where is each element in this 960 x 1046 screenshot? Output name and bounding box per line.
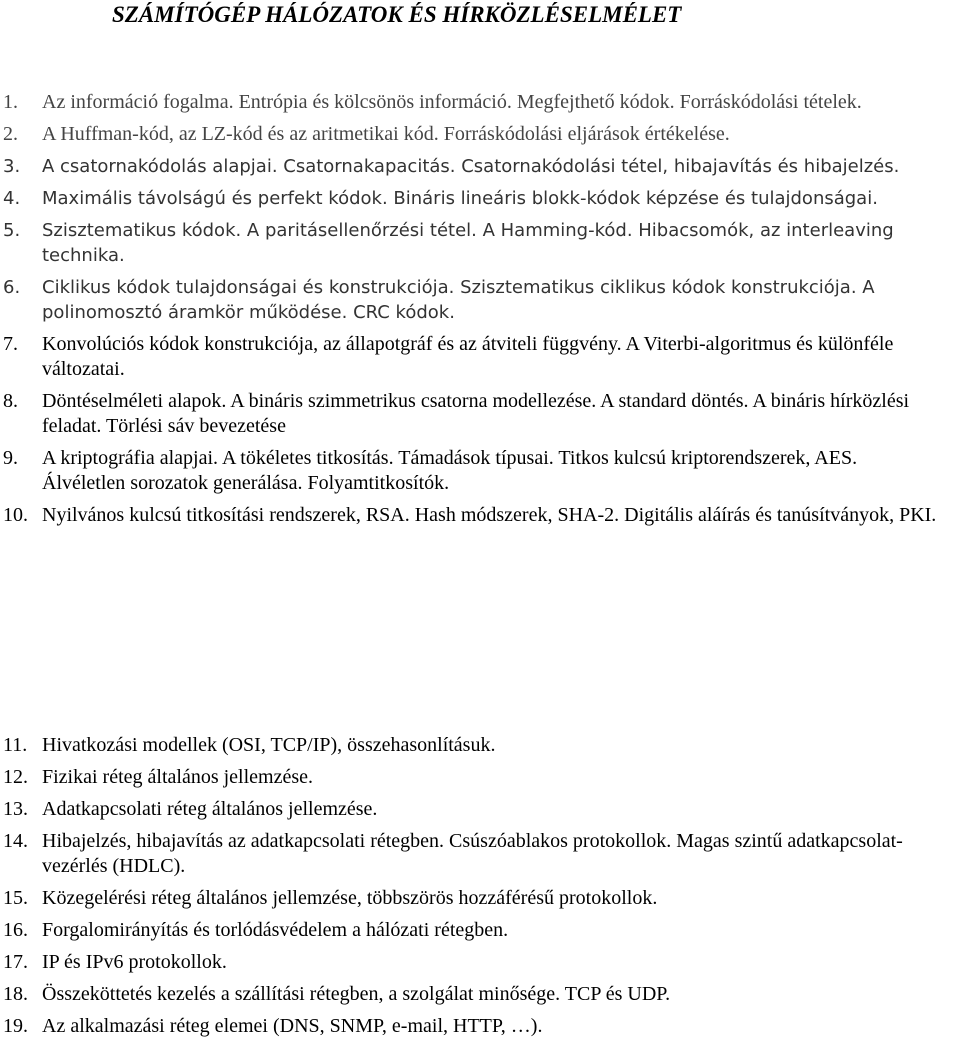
topic-number: 3. <box>3 156 21 177</box>
topic-number: 4. <box>3 188 21 209</box>
topic-number: 13. <box>3 798 28 820</box>
topic-text: Nyilvános kulcsú titkosítási rendszerek, RSA. Hash módszerek, SHA-2. Digitális aláírás és tanúsítványok, PKI. <box>42 504 937 526</box>
topic-text: A kriptográfia alapjai. A tökéletes titkosítás. Támadások típusai. Titkos kulcsú kriptorendszerek, AES. Álvéletlen sorozatok generálása. Folyamtitkosítók. <box>42 447 858 494</box>
topic-number: 19. <box>3 1015 28 1037</box>
topic-text: Az alkalmazási réteg elemei (DNS, SNMP, e-mail, HTTP, …). <box>42 1015 543 1037</box>
topic-item <box>0 918 940 943</box>
topic-number: 2. <box>3 123 18 145</box>
topic-text: Hibajelzés, hibajavítás az adatkapcsolati rétegben. Csúszóablakos protokollok. Magas szintű adatkapcsolat-vezérlés (HDLC). <box>42 830 903 877</box>
topic-number: 16. <box>3 919 28 941</box>
page-title: SZÁMÍTÓGÉP HÁLÓZATOK ÉS HÍRKÖZLÉSELMÉLET <box>112 2 682 27</box>
topic-number: 10. <box>3 504 28 526</box>
topic-item <box>0 122 940 147</box>
topic-number: 9. <box>3 447 18 469</box>
topic-text: Forgalomirányítás és torlódásvédelem a hálózati rétegben. <box>42 919 509 941</box>
topic-text: Döntéselméleti alapok. A bináris szimmetrikus csatorna modellezése. A standard döntés. A bináris hírközlési feladat. Törlési sáv bevezetése <box>42 390 910 437</box>
topic-text: Fizikai réteg általános jellemzése. <box>42 766 313 788</box>
topic-item <box>0 154 940 179</box>
topic-number: 14. <box>3 830 28 852</box>
topic-item <box>0 503 940 528</box>
topic-item <box>0 90 940 115</box>
topic-item <box>0 446 940 496</box>
topic-item <box>0 218 940 268</box>
topic-number: 7. <box>3 333 18 355</box>
topic-item <box>0 950 940 975</box>
topic-number: 11. <box>3 734 28 756</box>
topic-item <box>0 797 940 822</box>
topic-list-part-1 <box>0 90 940 535</box>
topic-text: Összeköttetés kezelés a szállítási rétegben, a szolgálat minősége. TCP és UDP. <box>42 983 671 1005</box>
topic-text: Adatkapcsolati réteg általános jellemzése. <box>42 798 378 820</box>
topic-item <box>0 389 940 439</box>
topic-text: A csatornakódolás alapjai. Csatornakapacitás. Csatornakódolási tétel, hibajavítás és hibajelzés. <box>42 156 900 177</box>
topic-list-part-2 <box>0 733 940 1046</box>
topic-item <box>0 733 940 758</box>
topic-number: 15. <box>3 887 28 909</box>
topic-item <box>0 829 940 879</box>
topic-item <box>0 982 940 1007</box>
topic-text: A Huffman-kód, az LZ-kód és az aritmetikai kód. Forráskódolási eljárások értékelése. <box>42 123 730 145</box>
topic-text: IP és IPv6 protokollok. <box>42 951 227 973</box>
topic-number: 6. <box>3 277 21 298</box>
topic-number: 18. <box>3 983 28 1005</box>
topic-number: 8. <box>3 390 18 412</box>
topic-text: Hivatkozási modellek (OSI, TCP/IP), összehasonlításuk. <box>42 734 496 756</box>
topic-item <box>0 886 940 911</box>
topic-text: Maximális távolságú és perfekt kódok. Bináris lineáris blokk-kódok képzése és tulajdonságai. <box>42 188 878 209</box>
topic-text: Közegelérési réteg általános jellemzése, többszörös hozzáférésű protokollok. <box>42 887 658 909</box>
topic-text: Ciklikus kódok tulajdonságai és konstrukciója. Szisztematikus ciklikus kódok konstrukciója. A polinomosztó áramkör működése. CRC kódok. <box>42 277 875 323</box>
topic-number: 1. <box>3 91 18 113</box>
topic-item <box>0 186 940 211</box>
topic-item <box>0 765 940 790</box>
topic-item <box>0 1014 940 1039</box>
topic-text: Konvolúciós kódok konstrukciója, az állapotgráf és az átviteli függvény. A Viterbi-algoritmus és különféle változatai. <box>42 333 894 380</box>
topic-number: 5. <box>3 220 21 241</box>
topic-number: 17. <box>3 951 28 973</box>
topic-item <box>0 275 940 325</box>
topic-item <box>0 332 940 382</box>
topic-text: Az információ fogalma. Entrópia és kölcsönös információ. Megfejthető kódok. Forráskódolási tételek. <box>42 91 862 113</box>
topic-number: 12. <box>3 766 28 788</box>
topic-text: Szisztematikus kódok. A paritásellenőrzési tétel. A Hamming-kód. Hibacsomók, az interleaving technika. <box>42 220 894 266</box>
